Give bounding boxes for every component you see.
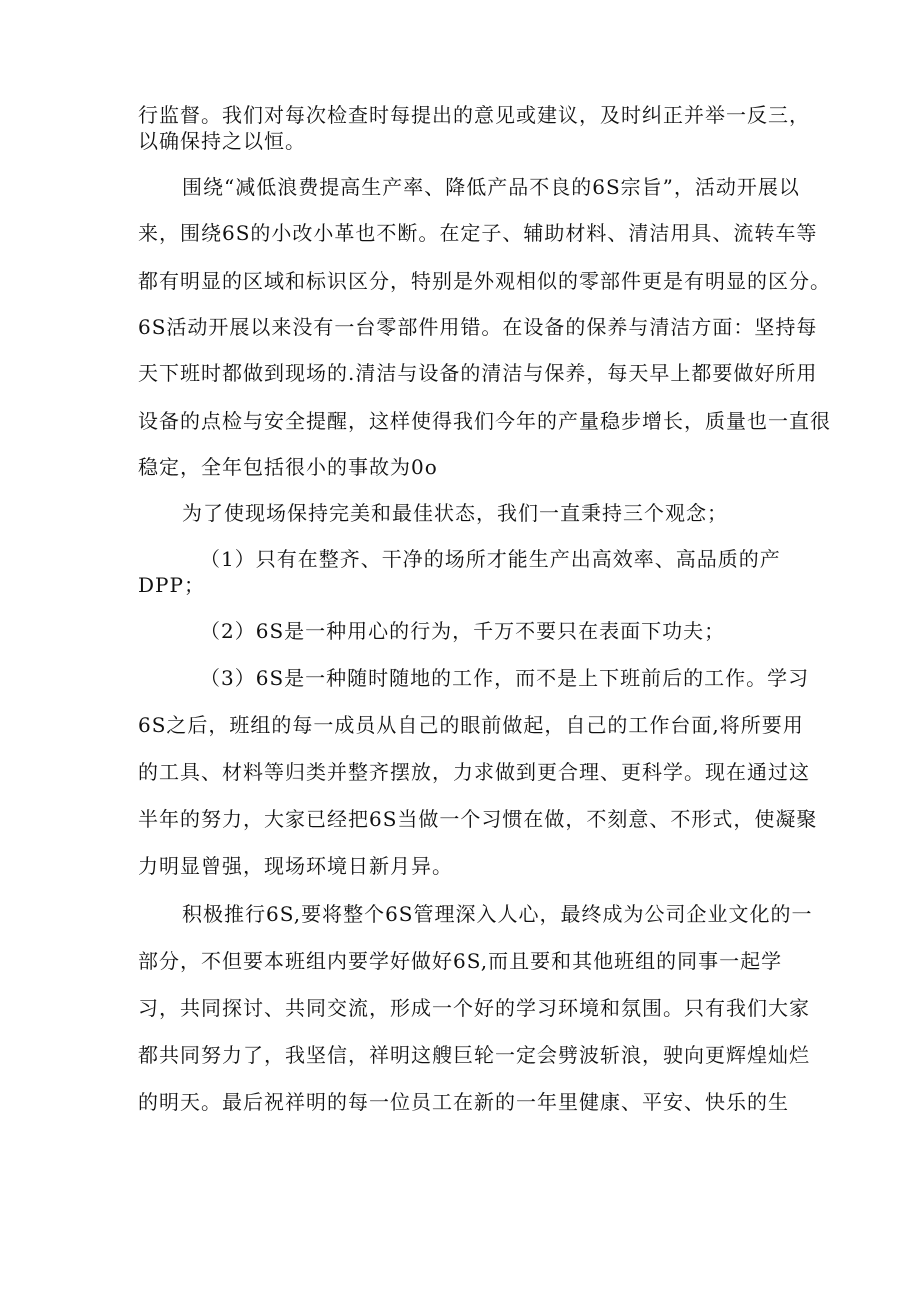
text-line: （2）6S是一种用心的行为，千万不要只在表面下功夫；	[200, 619, 726, 643]
text-line: 围绕“减低浪费提高生产率、降低产品不良的6S宗旨”，活动开展以	[182, 175, 800, 199]
text-line: 都共同努力了，我坚信，祥明这艘巨轮一定会劈波斩浪，驶向更辉煌灿烂	[138, 1043, 810, 1067]
text-line: 来，围绕6S的小改小革也不断。在定子、辅助材料、清洁用具、流转车等	[138, 221, 818, 245]
text-line: 积极推行6S,要将整个6S管理深入人心，最终成为公司企业文化的一	[182, 902, 813, 926]
text-line: 行监督。我们对每次检查时每提出的意见或建议，及时纠正并举一反三，	[138, 103, 810, 127]
text-line: 稳定，全年包括很小的事故为0o	[138, 455, 438, 479]
text-line: 的明天。最后祝祥明的每一位员工在新的一年里健康、平安、快乐的生	[138, 1090, 789, 1114]
text-line: （1）只有在整齐、干净的场所才能生产出高效率、高品质的产	[200, 547, 781, 571]
text-line: 半年的努力，大家已经把6S当做一个习惯在做，不刻意、不形式，使凝聚	[138, 807, 818, 831]
text-line: 的工具、材料等归类并整齐摆放，力求做到更合理、更科学。现在通过这	[138, 760, 810, 784]
text-line: 部分，不但要本班组内要学好做好6S,而且要和其他班组的同事一起学	[138, 949, 783, 973]
text-line: 力明显曾强，现场环境日新月异。	[138, 854, 453, 878]
text-line: 天下班时都做到现场的.清洁与设备的清洁与保养，每天早上都要做好所用	[138, 361, 818, 385]
text-line: 6S活动开展以来没有一台零部件用错。在设备的保养与清洁方面：坚持每	[138, 315, 818, 339]
text-line: DPP；	[138, 573, 205, 597]
text-line: 都有明显的区域和标识区分，特别是外观相似的零部件更是有明显的区分。	[138, 269, 831, 293]
text-line: 为了使现场保持完美和最佳状态，我们一直秉持三个观念；	[182, 501, 728, 525]
text-line: 习，共同探讨、共同交流，形成一个好的学习环境和氛围。只有我们大家	[138, 996, 810, 1020]
text-line: 设备的点检与安全提醒，这样使得我们今年的产量稳步增长，质量也一直很	[138, 409, 831, 433]
text-line: 6S之后，班组的每一成员从自己的眼前做起，自己的工作台面,将所要用	[138, 713, 804, 737]
text-line: （3）6S是一种随时随地的工作，而不是上下班前后的工作。学习	[200, 666, 810, 690]
text-line: 以确保持之以恒。	[138, 129, 306, 153]
